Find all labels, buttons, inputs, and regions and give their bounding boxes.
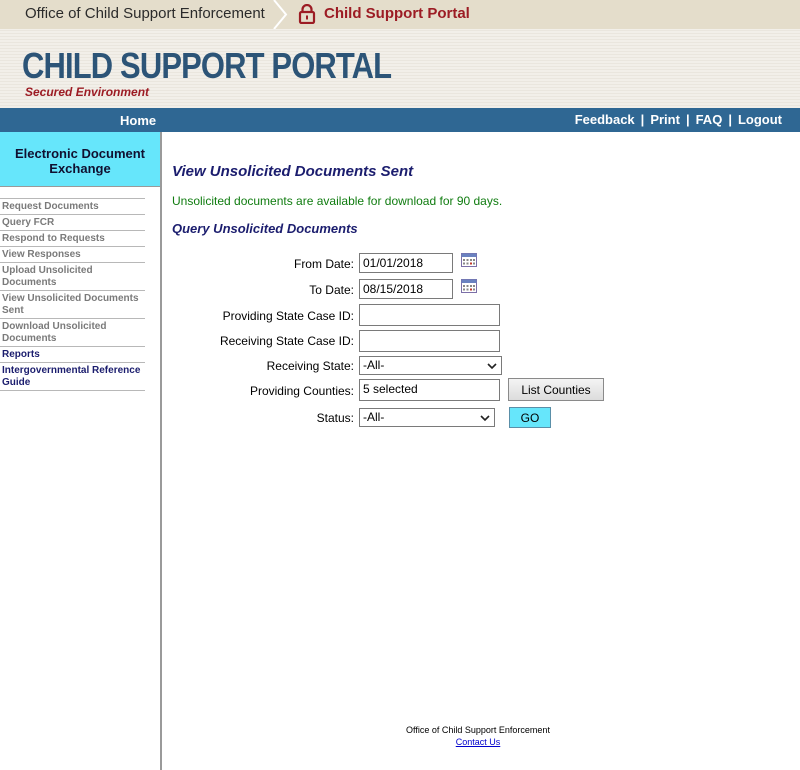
nav-home-link[interactable]: Home: [120, 113, 157, 128]
sidebar-item-view-responses[interactable]: View Responses: [0, 247, 145, 263]
nav-separator: |: [640, 112, 645, 127]
status-select[interactable]: [359, 408, 495, 427]
receiving-state-select[interactable]: [359, 356, 502, 375]
providing-counties-label: Providing Counties:: [249, 384, 354, 398]
sidebar-item-reports[interactable]: Reports: [0, 347, 145, 363]
sidebar: [0, 132, 162, 770]
list-counties-button[interactable]: List Counties: [508, 378, 604, 401]
query-section-title: Query Unsolicited Documents: [172, 221, 358, 236]
sidebar-item-intergovernmental-guide[interactable]: Intergovernmental Reference Guide: [0, 363, 145, 391]
status-label: Status:: [316, 411, 354, 425]
nav-feedback-link[interactable]: Feedback: [574, 112, 635, 127]
sidebar-item-respond-to-requests[interactable]: Respond to Requests: [0, 231, 145, 247]
nav-logout-link[interactable]: Logout: [737, 112, 782, 127]
from-date-field[interactable]: 01/01/2018: [359, 253, 453, 273]
nav-utility-links: [575, 112, 782, 127]
header-banner: [0, 29, 800, 108]
chevron-down-icon: [486, 360, 498, 372]
to-date-field[interactable]: 08/15/2018: [359, 279, 453, 299]
sidebar-item-view-unsolicited-sent[interactable]: View Unsolicited Documents Sent: [0, 291, 145, 319]
breadcrumb-chevron-icon: [270, 0, 292, 29]
nav-separator: |: [685, 112, 690, 127]
sidebar-item-upload-unsolicited[interactable]: Upload Unsolicited Documents: [0, 263, 145, 291]
chevron-down-icon: [479, 412, 491, 424]
to-date-label: To Date:: [309, 283, 354, 297]
sidebar-item-request-documents[interactable]: Request Documents: [0, 199, 145, 215]
nav-faq-link[interactable]: FAQ: [695, 112, 723, 127]
portal-logo-title: CHILD SUPPORT PORTAL: [22, 45, 392, 86]
sidebar-heading: Electronic Document Exchange: [0, 132, 160, 187]
footer-org-text: Office of Child Support Enforcement: [406, 725, 550, 735]
lock-icon: [298, 4, 316, 24]
top-nav-bar: [0, 108, 800, 132]
footer: [370, 724, 586, 748]
nav-separator: |: [728, 112, 732, 127]
receiving-state-value: -All-: [363, 358, 385, 372]
providing-case-id-label: Providing State Case ID:: [222, 309, 354, 323]
secured-environment-label: Secured Environment: [25, 85, 150, 99]
availability-notice: Unsolicited documents are available for download for 90 days.: [172, 194, 503, 208]
page-title: View Unsolicited Documents Sent: [172, 163, 414, 180]
receiving-state-label: Receiving State:: [266, 359, 354, 373]
go-button[interactable]: GO: [509, 407, 551, 428]
nav-print-link[interactable]: Print: [650, 112, 680, 127]
agency-breadcrumb[interactable]: Office of Child Support Enforcement: [25, 5, 265, 22]
calendar-icon[interactable]: [461, 253, 477, 267]
breadcrumb-bar: [0, 0, 800, 29]
receiving-case-id-label: Receiving State Case ID:: [219, 334, 354, 348]
contact-us-link[interactable]: Contact Us: [455, 737, 501, 747]
providing-case-id-field[interactable]: [359, 304, 500, 326]
status-value: -All-: [363, 410, 385, 424]
sidebar-menu: [0, 198, 145, 391]
from-date-label: From Date:: [293, 257, 354, 271]
calendar-icon[interactable]: [461, 279, 477, 293]
portal-breadcrumb[interactable]: Child Support Portal: [324, 5, 470, 22]
providing-counties-field[interactable]: 5 selected: [359, 379, 500, 401]
sidebar-item-query-fcr[interactable]: Query FCR: [0, 215, 145, 231]
receiving-case-id-field[interactable]: [359, 330, 500, 352]
sidebar-item-download-unsolicited[interactable]: Download Unsolicited Documents: [0, 319, 145, 347]
